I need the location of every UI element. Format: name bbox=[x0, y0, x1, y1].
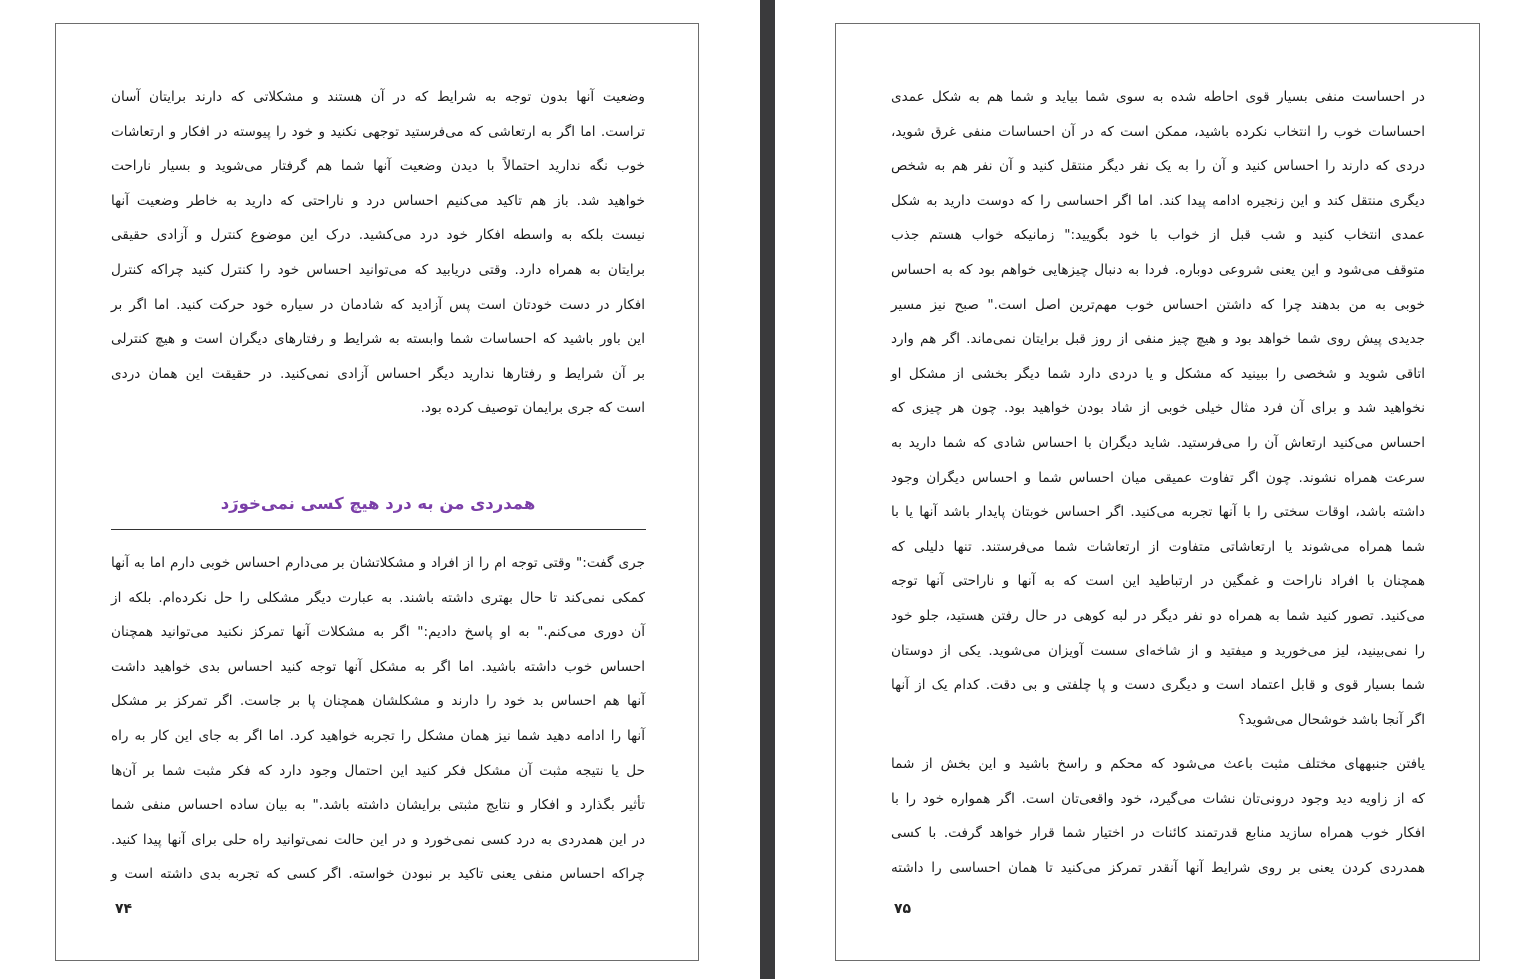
text-line: متوقف می‌شود و این یعنی شروعی دوباره. فردا به دنبال چیزهایی خواهم بود که به احساس bbox=[891, 261, 1425, 278]
text-line: چراکه احساس منفی یعنی تاکید بر نبودن خواسته. اگر کسی که تجربه بدی داشته است و bbox=[111, 866, 645, 883]
text-line: تأثیر بگذارد و افکار و نتایج مثبتی برایشان داشته باشد." به بیان ساده احساس منفی شما bbox=[111, 797, 645, 814]
text-line: شما همراه می‌شوند یا ارتعاشاتی متفاوت از ارتعاشات شما می‌فرستند. تنها دلیلی که bbox=[891, 538, 1425, 555]
text-line: می‌کنید. تصور کنید شما به همراه دو نفر دیگر در لبه کوهی در حال رفتن هستید، جلو خود bbox=[891, 607, 1425, 624]
text-line: را نمی‌بینید، لیز می‌خورید و میفتید و از شاخه‌ای سست آویزان می‌شوید. یکی از دوستان bbox=[891, 642, 1425, 659]
text-line: جدیدی پیش روی شما خواهد بود و هیچ چیز منفی از روز قبل برایتان نمی‌ماند. اگر هم وارد bbox=[891, 331, 1425, 348]
right-paragraph-2 bbox=[891, 747, 1425, 885]
text-line: احساسات خوب را انتخاب نکرده باشید، ممکن است که در آن احساسات منفی غرق شوید، bbox=[891, 123, 1425, 140]
text-line: یافتن جنبههای مختلف مثبت باعث می‌شود که محکم و راسخ باشید و این بخش از شما bbox=[891, 756, 1425, 772]
left-page bbox=[55, 23, 699, 961]
text-line: حل یا نتیجه مثبت آن مشکل فکر کنید این احتمال وجود دارد که فکر مثبت شما بر آن‌ها bbox=[111, 762, 645, 779]
text-line: افکار در دست خودتان است پس آزادید که شادمان در سیاره خود حرکت کنید. اما اگر بر bbox=[111, 296, 645, 313]
text-line: برایتان به همراه دارد. وقتی دریابید که می‌توانید احساس خود را کنترل کنید چراکه کنترل bbox=[111, 261, 645, 278]
text-line: آنها هم احساس بد خود را دارند و مشکلشان همچنان پا بر جاست. اگر تمرکز بر مشکل bbox=[111, 693, 645, 710]
text-line: خواهید شد. باز هم تاکید می‌کنیم احساس درد و ناراحتی که دارید به خاطر وضعیت آنها bbox=[111, 192, 645, 209]
section-heading: همدردی من به درد هیچ کسی نمی‌خورَد bbox=[220, 494, 536, 513]
text-line: نیست بلکه به واسطه افکار خود درد می‌کشید. درک این موضوع کنترل و آزادی حقیقی bbox=[111, 227, 645, 244]
text-line: تراست. اما اگر به ارتعاشی که می‌فرستید توجهی نکنید و خود را پیوسته در افکار و ارتعاشات bbox=[111, 123, 645, 140]
right-page bbox=[835, 23, 1480, 961]
text-line: آن دوری می‌کنم." به او پاسخ دادیم:" اگر به مشکلات آنها تمرکز نکنید می‌توانید همچنان bbox=[111, 624, 645, 641]
text-line: این باور باشید که احساسات شما وابسته به شرایط و رفتارهای دیگران است و هیچ کنترلی bbox=[111, 331, 645, 348]
text-line: کمکی نمی‌کند تا حال بهتری داشته باشند. به عبارت دیگر مشکلی را حل نکرده‌ام. بلکه از bbox=[111, 589, 645, 606]
text-line: وضعیت آنها بدون توجه به شرایط که در آن هستند و مشکلاتی که دارند برایتان آسان bbox=[111, 89, 645, 105]
text-line: افکار خوب همراه سازید منابع قدرتمند کائنات در اختیار شما قرار خواهد گرفت. با کسی bbox=[891, 825, 1425, 842]
text-line: همدردی کردن یعنی بر روی شرایط آنها آنقدر تمرکز می‌کنید تا همان احساسی را داشته bbox=[891, 859, 1425, 876]
text-line: بر آن شرایط و رفتارها ندارید دیگر احساس آزادی نمی‌کنید. در حقیقت این همان دردی bbox=[111, 365, 645, 382]
text-line: عمدی انتخاب کنید و شب قبل از خواب با خود بگویید:" زمانیکه خواب هستم جذب bbox=[891, 227, 1425, 244]
text-line: اگر آنجا باشد خوشحال می‌شوید؟ bbox=[1238, 711, 1425, 728]
text-line: احساس خوب داشته باشید. اما اگر به مشکل آنها توجه کنید احساس بدی خواهید داشت bbox=[111, 658, 645, 675]
book-spine bbox=[760, 0, 775, 979]
text-line: اتاقی شوید و شخصی را ببینید که مشکل و یا دردی دارد شما دیگر بخشی از مشکل او bbox=[891, 365, 1425, 382]
text-line: همچنان با افراد ناراحت و غمگین در ارتباطید این است که به آنها و ناراحتی آنها توجه bbox=[891, 573, 1425, 590]
text-line: دیگری منتقل کند و این زنجیره ادامه پیدا کند. اما اگر احساسی را که دوست دارید به شکل bbox=[891, 192, 1425, 209]
text-line: خوبی به من بدهند چرا که داشتن احساس خوب مهم‌ترین اصل است." صبح نیز مسیر bbox=[891, 296, 1425, 313]
text-line: خوب نگه ندارید احتمالاً با دیدن وضعیت آنها شما هم گرفتار می‌شوید و بسیار ناراحت bbox=[111, 158, 645, 175]
text-line: است که جری برایمان توصیف کرده بود. bbox=[420, 400, 645, 417]
left-paragraph-2 bbox=[111, 546, 645, 892]
left-paragraph-1 bbox=[111, 80, 645, 426]
page-number: ۷۵ bbox=[894, 901, 912, 917]
text-line: شما بسیار قوی و قابل اعتماد است و دیگری دست و پا چلفتی و بی دقت. کدام یک از آنها bbox=[891, 677, 1425, 694]
text-line: دردی که دارند را احساس کنید و آن را به یک نفر دیگر منتقل کنید و آن نفر هم به شخص bbox=[891, 158, 1425, 175]
text-line: در احساست منفی بسیار قوی احاطه شده به سوی شما بیاید و شما هم به شکل عمدی bbox=[891, 89, 1425, 105]
text-line: داشته باشد، اوقات سختی را با آنها تجربه می‌کنید. اگر احساس خوبتان پایدار باشد آنها یا با bbox=[891, 504, 1425, 521]
text-line: جری گفت:" وقتی توجه ام را از افراد و مشکلاتشان بر می‌دارم احساس خوبی دارم اما به آنها bbox=[111, 555, 645, 571]
text-line: احساس می‌کنید ارتعاش آن را می‌فرستید. شاید دیگران با احساس شادی که شما دارید به bbox=[891, 434, 1425, 451]
heading-divider bbox=[111, 529, 646, 530]
text-line: سرعت همراه نشوند. چون اگر تفاوت عمیقی میان احساس شما و احساس دیگران وجود bbox=[891, 469, 1425, 486]
right-paragraph-1 bbox=[891, 80, 1425, 737]
page-number: ۷۴ bbox=[115, 901, 133, 917]
text-line: نخواهید شد و برای آن فرد مثال خیلی خوبی از شاد بودن خواهید بود. چون هر چیزی که bbox=[891, 400, 1425, 417]
text-line: در این همدردی به درد کسی نمی‌خورد و در این حالت نمی‌توانید راه حلی برای آنها پیدا کنید. bbox=[111, 831, 645, 848]
text-line: آنها را ادامه دهید شما نیز همان مشکل را تجربه خواهید کرد. اما اگر به جای این کار به راه bbox=[111, 727, 645, 744]
text-line: که از زاویه دید وجود درونی‌تان نشات می‌گیرد، خود واقعی‌تان است. اگر همواره خود را با bbox=[891, 790, 1425, 807]
